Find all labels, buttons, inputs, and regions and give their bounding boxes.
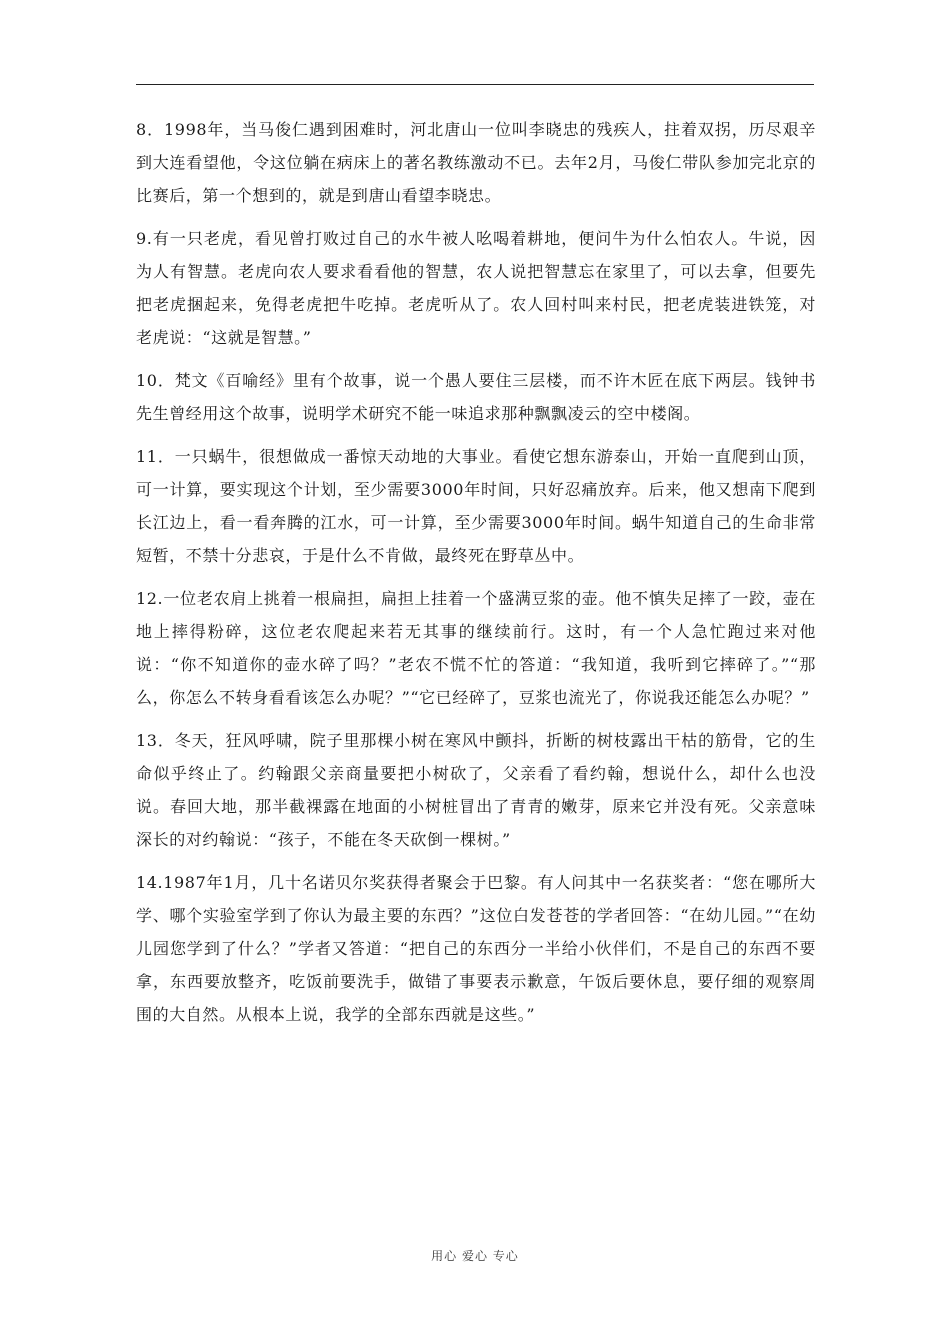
paragraph-13: 13．冬天，狂风呼啸，院子里那棵小树在寒风中颤抖，折断的树枝露出干枯的筋骨，它的生命似乎终止了。约翰跟父亲商量要把小树砍了，父亲看了看约翰，想说什么，却什么也没说。春回大地，那半截裸露在地面的小树桩冒出了青青的嫩芽，原来它并没有死。父亲意味深长的对约翰说：“孩子，不能在冬天砍倒一棵树。”	[136, 731, 816, 849]
paragraph-12: 12.一位老农肩上挑着一根扁担，扁担上挂着一个盛满豆浆的壶。他不慎失足摔了一跤，壶在地上摔得粉碎，这位老农爬起来若无其事的继续前行。这时，有一个人急忙跑过来对他说：“你不知道你的壶水碎了吗？”老农不慌不忙的答道：“我知道，我听到它摔碎了。”“那么，你怎么不转身看看该怎么办呢？”“它已经碎了，豆浆也流光了，你说我还能怎么办呢？”	[136, 589, 816, 707]
paragraph-10: 10．梵文《百喻经》里有个故事，说一个愚人要住三层楼，而不许木匠在底下两层。钱钟书先生曾经用这个故事，说明学术研究不能一味追求那种飘飘凌云的空中楼阁。	[136, 371, 816, 423]
paragraph-9: 9.有一只老虎，看见曾打败过自己的水牛被人吆喝着耕地，便问牛为什么怕农人。牛说，因为人有智慧。老虎向农人要求看看他的智慧，农人说把智慧忘在家里了，可以去拿，但要先把老虎捆起来，免得老虎把牛吃掉。老虎听从了。农人回村叫来村民，把老虎装进铁笼，对老虎说：“这就是智慧。”	[136, 229, 816, 347]
paragraph-14: 14.1987年1月，几十名诺贝尔奖获得者聚会于巴黎。有人问其中一名获奖者：“您在哪所大学、哪个实验室学到了你认为最主要的东西？”这位白发苍苍的学者回答：“在幼儿园。”“在幼儿园您学到了什么？”学者又答道：“把自己的东西分一半给小伙伴们，不是自己的东西不要拿，东西要放整齐，吃饭前要洗手，做错了事要表示歉意，午饭后要休息，要仔细的观察周围的大自然。从根本上说，我学的全部东西就是这些。”	[136, 873, 816, 1024]
paragraph-8: 8．1998年，当马俊仁遇到困难时，河北唐山一位叫李晓忠的残疾人，拄着双拐，历尽艰辛到大连看望他，令这位躺在病床上的著名教练激动不已。去年2月，马俊仁带队参加完北京的比赛后，第一个想到的，就是到唐山看望李晓忠。	[136, 120, 816, 205]
paragraph-11: 11．一只蜗牛，很想做成一番惊天动地的大事业。看使它想东游泰山，开始一直爬到山顶，可一计算，要实现这个计划，至少需要3000年时间，只好忍痛放弃。后来，他又想南下爬到长江边上，看一看奔腾的江水，可一计算，至少需要3000年时间。蜗牛知道自己的生命非常短暂，不禁十分悲哀，于是什么不肯做，最终死在野草丛中。	[136, 447, 816, 565]
page-footer: 用心 爱心 专心	[431, 1249, 519, 1263]
document-body	[136, 113, 816, 1041]
header-rule	[136, 84, 814, 85]
